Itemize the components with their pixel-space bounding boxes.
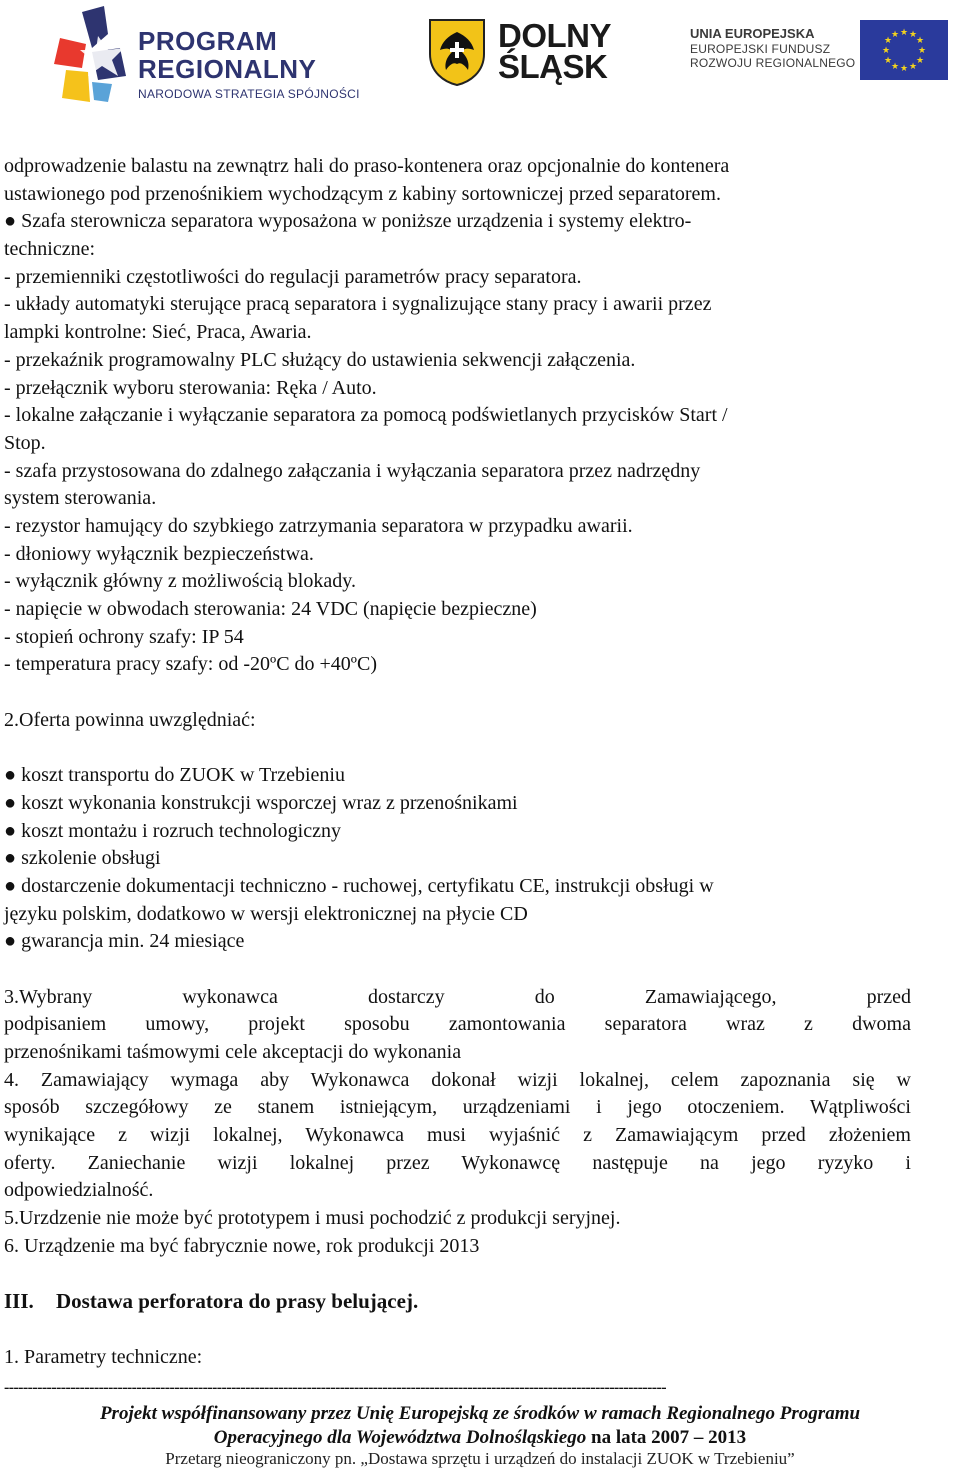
offer-list-item: ● szkolenie obsługi [4, 847, 161, 870]
section-iii-title: Dostawa perforatora do prasy belującej. [56, 1289, 419, 1314]
svg-text:★: ★ [908, 30, 918, 40]
spacer [4, 956, 911, 984]
program-regionalny-star-icon [52, 4, 136, 104]
svg-text:★: ★ [899, 28, 909, 38]
section-5-line: 5.Urzdzenie nie może być prototypem i musi pochodzić z produkcji seryjnej. [4, 1207, 621, 1230]
region-logo-line2: ŚLĄSK [498, 48, 608, 86]
footer-program-name: Operacyjnego dla Województwa Dolnośląskiego [213, 1427, 587, 1448]
lower-silesia-crest-icon [428, 18, 486, 86]
body-line: ● Szafa sterownicza separatora wyposażona w poniższe urządzenia i systemy elektro- [4, 210, 692, 233]
offer-list-item: ● dostarczenie dokumentacji techniczno - ruchowej, certyfikatu CE, instrukcji obsługi w [4, 874, 714, 897]
section-3-line: przenośnikami taśmowymi cele akceptacji do wykonania [4, 1041, 462, 1063]
body-line: - wyłącznik główny z możliwością blokady. [4, 570, 356, 593]
offer-list-item: ● koszt wykonania konstrukcji wsporczej wraz z przenośnikami [4, 791, 518, 814]
eu-logo-line2: EUROPEJSKI FUNDUSZ [690, 41, 831, 56]
body-line: Stop. [4, 431, 46, 454]
svg-text:★: ★ [899, 64, 909, 74]
svg-text:★: ★ [908, 62, 918, 72]
section-3-line: 3.Wybrany wykonawca dostarczy do Zamawiającego, przed [4, 985, 911, 1008]
region-logo-line1: DOLNY [498, 17, 611, 54]
spacer [4, 1261, 911, 1289]
eu-logo-line3: ROZWOJU REGIONALNEGO [690, 55, 856, 70]
technical-params-label: 1. Parametry techniczne: [4, 1345, 203, 1368]
program-logo-line2: REGIONALNY [138, 54, 317, 84]
body-line: odprowadzenie balastu na zewnątrz hali do praso-kontenera oraz opcjonalnie do kontenera [4, 155, 730, 177]
body-line: - przełącznik wyboru sterowania: Ręka / Auto. [4, 376, 377, 399]
footer-program-line [0, 1427, 960, 1449]
section-3-line: podpisaniem umowy, projekt sposobu zamontowania separatora wraz z dwoma [4, 1013, 911, 1036]
footer-cofinancing-line: Projekt współfinansowany przez Unię Europejską ze środków w ramach Regionalnego Programu [99, 1403, 861, 1424]
section-6-line: 6. Urządzenie ma być fabrycznie nowe, rok produkcji 2013 [4, 1234, 480, 1257]
section-iii-heading [4, 1288, 911, 1316]
footer-program-period: na lata 2007 – 2013 [586, 1427, 747, 1448]
footer-tender-name: Przetarg nieograniczony pn. „Dostawa sprzętu i urządzeń do instalacji ZUOK w Trzebieniu” [165, 1449, 795, 1468]
body-line: - szafa przystosowana do zdalnego załączania i wyłączania separatora przez nadrzędny [4, 459, 701, 482]
body-line: - przekaźnik programowalny PLC służący do ustawienia sekwencji załączenia. [4, 348, 636, 371]
svg-text:★: ★ [883, 36, 893, 46]
footer-separator: -------------------------------------------------------------------------------------------------------------------------------------------- [4, 1379, 666, 1396]
svg-text:★: ★ [915, 56, 925, 66]
spacer [4, 679, 911, 707]
offer-list-item: ● koszt transportu do ZUOK w Trzebieniu [4, 764, 345, 787]
spacer [4, 734, 911, 762]
document-body [4, 153, 911, 1371]
body-line: - przemienniki częstotliwości do regulacji parametrów pracy separatora. [4, 265, 582, 288]
section-4-line: odpowiedzialność. [4, 1179, 154, 1202]
offer-list-item: języku polskim, dodatkowo w wersji elektronicznej na płycie CD [4, 902, 528, 925]
svg-text:★: ★ [883, 56, 893, 66]
offer-list-item: ● gwarancja min. 24 miesiące [4, 930, 245, 953]
body-line: - rezystor hamujący do szybkiego zatrzymania separatora w przypadku awarii. [4, 514, 633, 537]
section-4-line: wynikające z wizji lokalnej, Wykonawca musi wyjaśnić z Zamawiającym przed złożeniem [4, 1124, 911, 1147]
header-logos [0, 0, 960, 112]
eu-flag-icon [860, 20, 948, 80]
body-line: - stopień ochrony szafy: IP 54 [4, 625, 244, 648]
svg-text:★: ★ [917, 46, 927, 56]
svg-text:★: ★ [915, 36, 925, 46]
program-logo-line1: PROGRAM [138, 26, 278, 56]
program-regionalny-logo [52, 4, 372, 104]
body-line: - temperatura pracy szafy: od -20ºC do +40ºC) [4, 653, 378, 676]
section-4-line: 4. Zamawiający wymaga aby Wykonawca dokonał wizji lokalnej, celem zapoznania się w [4, 1068, 911, 1091]
body-line: system sterowania. [4, 487, 157, 510]
eu-fund-logo [690, 20, 950, 84]
body-line: - napięcie w obwodach sterowania: 24 VDC (napięcie bezpieczne) [4, 598, 537, 620]
section-4-line: sposób szczegółowy ze stanem istniejącym, urządzeniami i jego otoczeniem. Wątpliwości [4, 1096, 911, 1119]
program-logo-line3: NARODOWA STRATEGIA SPÓJNOŚCI [138, 87, 360, 101]
body-line: - dłoniowy wyłącznik bezpieczeństwa. [4, 542, 314, 565]
svg-text:★: ★ [890, 62, 900, 72]
svg-text:★: ★ [881, 46, 891, 56]
svg-text:★: ★ [890, 30, 900, 40]
eu-logo-line1: UNIA EUROPEJSKA [690, 26, 815, 41]
offer-list-item: ● koszt montażu i rozruch technologiczny [4, 819, 341, 842]
body-line: ustawionego pod przenośnikiem wychodzącym z kabiny sortowniczej przed separatorem. [4, 182, 721, 205]
spacer [4, 1316, 911, 1344]
dolny-slask-logo [428, 18, 628, 90]
section-iii-number: III. [4, 1289, 34, 1314]
section-4-line: oferty. Zaniechanie wizji lokalnej przez Wykonawcę następuje na jego ryzyko i [4, 1151, 911, 1174]
body-line: techniczne: [4, 238, 96, 261]
body-line: lampki kontrolne: Sieć, Praca, Awaria. [4, 321, 312, 344]
body-line: - układy automatyki sterujące pracą separatora i sygnalizujące stany pracy i awarii przez [4, 293, 712, 316]
section-2-title: 2.Oferta powinna uwzględniać: [4, 708, 256, 731]
body-line: - lokalne załączanie i wyłączanie separatora za pomocą podświetlanych przycisków Start / [4, 404, 728, 427]
